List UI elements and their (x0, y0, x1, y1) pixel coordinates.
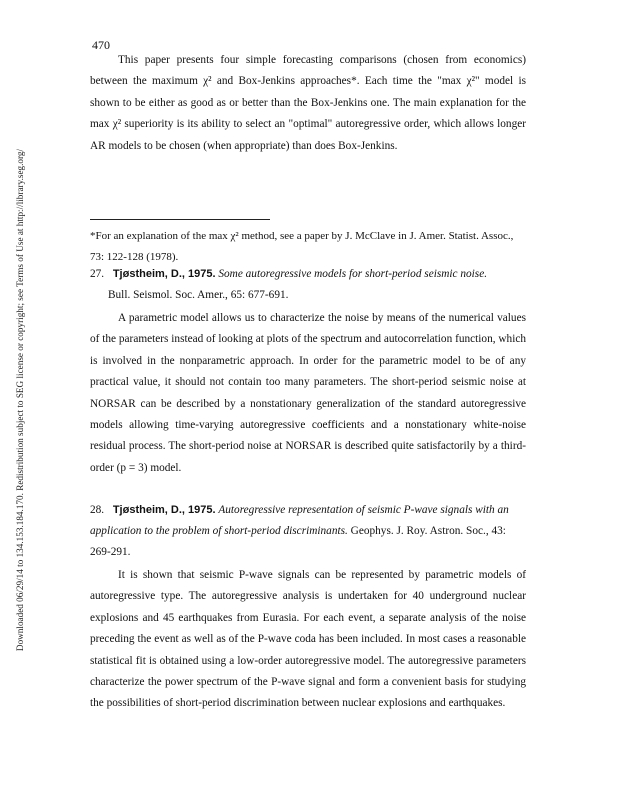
download-notice: Downloaded 06/29/14 to 134.153.184.170. Redistribution subject to SEG license or copyright; see Terms of Use at http://library.seg.org/ (15, 148, 25, 652)
entry-number: 27. (90, 268, 105, 280)
entry-title: Some autoregressive models for short-period seismic noise. (218, 268, 488, 280)
entry-27-heading (90, 264, 526, 306)
entry-28-abstract: It is shown that seismic P-wave signals can be represented by parametric models of autoregressive type. The autoregressive analysis is undertaken for 40 underground nuclear explosions and 45 earthquakes from Eurasia. For each event, a separate analysis of the noise preceding the event as well as of the P-wave coda has been included. In most cases a reasonable statistical fit is obtained using a low-order autoregressive model. The autoregressive parameters characterize the power spectrum of the P-wave signal and form a convenient basis for studying the possibilities of short-period discrimination between nuclear explosions and earthquakes. (90, 569, 526, 710)
intro-paragraph: This paper presents four simple forecasting comparisons (chosen from economics) between the maximum χ² and Box-Jenkins approaches*. Each time the "max χ²" model is shown to be either as good as or better than the Box-Jenkins one. The main explanation for the max χ² superiority is its ability to select an "optimal" autoregressive order, which allows longer AR models to be chosen (when appropriate) than does Box-Jenkins. (90, 54, 526, 152)
entry-28-heading (90, 500, 526, 563)
footnote: *For an explanation of the max χ² method, see a paper by J. McClave in J. Amer. Statist. Assoc., 73: 122-128 (1978). (90, 230, 514, 263)
footnote-divider (90, 219, 270, 220)
entry-number: 28. (90, 504, 105, 516)
page-number: 470 (92, 38, 110, 52)
entry-27-abstract: A parametric model allows us to characterize the noise by means of the numerical values of the parameters instead of looking at plots of the spectrum and autocorrelation function, which is involved in the nonparametric approach. In order for the parametric model to be of any practical value, it should not contain too many parameters. The short-period seismic noise at NORSAR can be described by a nonstationary generalization of the standard autoregressive models allowing time-varying autoregressive coefficients and a nonstationary white-noise residual process. The short-period noise at NORSAR is described quite satisfactorily by a third-order (p = 3) model. (90, 312, 526, 474)
entry-author: Tjøstheim, D., 1975. (112, 504, 216, 516)
entry-author: Tjøstheim, D., 1975. (112, 268, 216, 280)
entry-citation: Bull. Seismol. Soc. Amer., 65: 677-691. (108, 289, 289, 301)
entry-citation: Geophys. J. Roy. Astron. Soc., 43: 269-291. (90, 525, 506, 558)
entry-title: Autoregressive representation of seismic P-wave signals with an application to the problem of short-period discriminants. (90, 504, 509, 537)
